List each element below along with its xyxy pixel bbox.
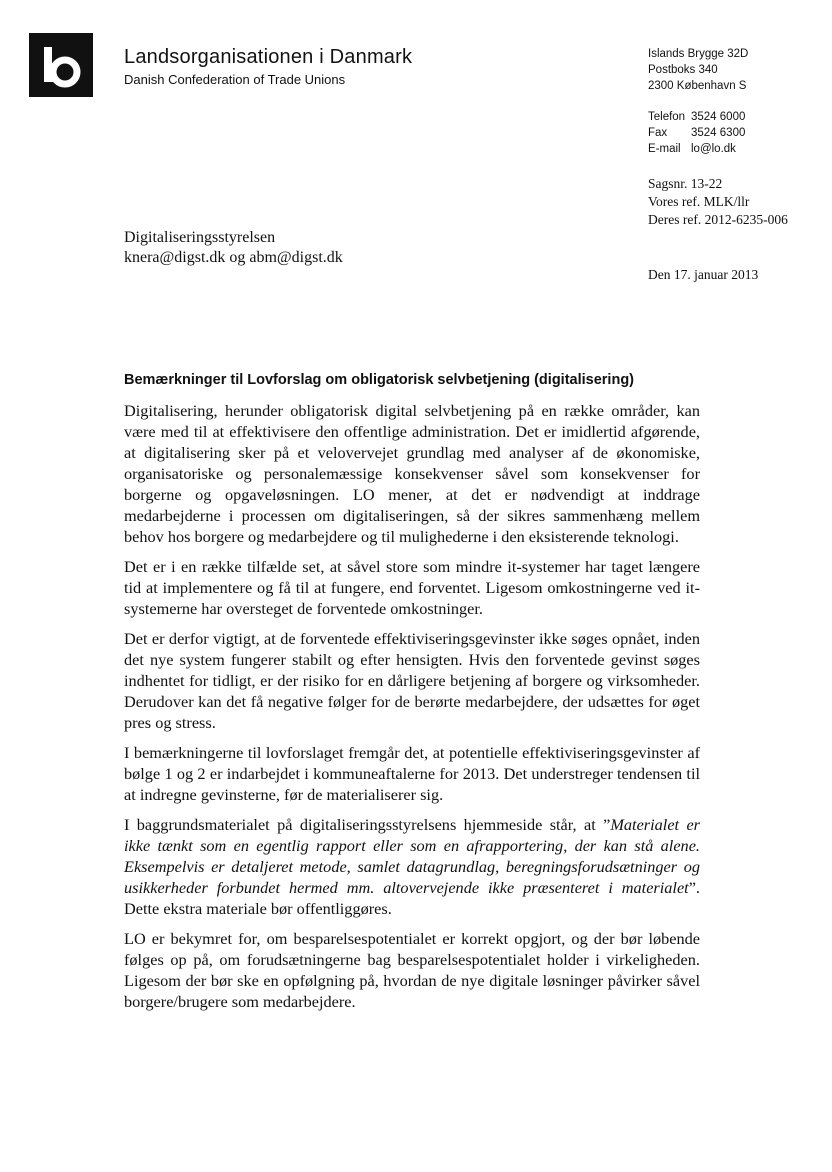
contact-block: [648, 109, 745, 157]
recipient-emails: knera@digst.dk og abm@digst.dk: [124, 249, 343, 266]
address-line: Islands Brygge 32D: [648, 48, 749, 60]
phone-row: [648, 109, 745, 125]
lo-logo-icon: [29, 33, 93, 97]
recipient-name: Digitaliseringsstyrelsen: [124, 229, 276, 246]
organization-subtitle: Danish Confederation of Trade Unions: [124, 72, 346, 87]
email-address: lo@lo.dk: [691, 143, 736, 155]
quote-outro: ”. Dette ekstra materiale bør offentliggøres.: [124, 878, 700, 918]
fax-number: 3524 6300: [691, 127, 746, 139]
paragraph: Det er derfor vigtigt, at de forventede effektiviseringsgevinster ikke søges opnået, inden det nye system fungerer stabilt og efter hensigten. Hvis den forventede gevinst søges indhentet for tidligt, er der risiko for en dårligere betjening af borgere og virksomheder. Derudover kan det få negative følger for de berørte medarbejdere, der udsættes for øget pres og stress.: [124, 629, 700, 732]
fax-row: [648, 125, 745, 141]
phone-label: Telefon: [648, 111, 686, 123]
your-reference: Deres ref. 2012-6235-006: [648, 212, 788, 227]
fax-label: Fax: [648, 127, 668, 139]
address-block: [648, 46, 748, 94]
phone-number: 3524 6000: [691, 111, 746, 123]
paragraph: LO er bekymret for, om besparelsespotentialet er korrekt opgjort, og der bør løbende følges op på, om forudsætningerne bag besparelsespotentialet holder i virkeligheden. Ligesom der bør ske en opfølgning på, hvordan de nye digitale løsninger påvirker såvel borgere/brugere som medarbejdere.: [124, 929, 700, 1011]
paragraph: Det er i en række tilfælde set, at såvel store som mindre it-systemer har taget længere tid at implementere og få til at fungere, end forventet. Ligesom omkostningerne ved it-systemerne har oversteget de forventede omkostninger.: [124, 557, 700, 618]
our-reference: Vores ref. MLK/llr: [648, 194, 750, 209]
email-label: E-mail: [648, 143, 681, 155]
reference-block: [648, 175, 788, 229]
letter-heading: Bemærkninger til Lovforslag om obligatorisk selvbetjening (digitalisering): [124, 372, 634, 388]
recipient-block: [124, 228, 343, 268]
paragraph-with-quote: [124, 814, 700, 919]
letter-date: Den 17. januar 2013: [648, 267, 759, 282]
address-line: 2300 København S: [648, 80, 747, 92]
paragraph: Digitalisering, herunder obligatorisk digital selvbetjening på en række områder, kan være med til at effektivisere den offentlige administration. Det er imidlertid afgørende, at digitalisering sker på et velovervejet grundlag med analyser af de økonomiske, organisatoriske og personalemæssige konsekvenser såvel som konsekvenser for borgerne og opgaveløsningen. LO mener, at det er nødvendigt at inddrage medarbejderne i processen om digitaliseringen, så der sikres sammenhæng mellem behov hos borgere og medarbejdere og til mulighederne i den eksisterende teknologi.: [124, 401, 700, 546]
organization-name: Landsorganisationen i Danmark: [124, 46, 413, 68]
letter-body: [124, 400, 700, 1021]
quote-intro: I baggrundsmaterialet på digitaliseringsstyrelsens hjemmeside står, at ”: [124, 815, 611, 834]
email-row: [648, 141, 745, 157]
case-number: Sagsnr. 13-22: [648, 176, 723, 191]
quote-text: Materialet er ikke tænkt som en egentlig rapport eller som en afrapportering, der kan stå alene. Eksempelvis er detaljeret metode, samlet datagrundlag, beregningsforudsætninger og usikkerheder forbundet hermed mm. altovervejende ikke præsenteret i materialet: [124, 815, 701, 897]
address-line: Postboks 340: [648, 64, 718, 76]
lo-logo: [29, 33, 93, 97]
paragraph: I bemærkningerne til lovforslaget fremgår det, at potentielle effektiviseringsgevinster af bølge 1 og 2 er indarbejdet i kommuneaftalerne for 2013. Det understreger tendensen til at indregne gevinsterne, før de materialiserer sig.: [124, 743, 700, 804]
